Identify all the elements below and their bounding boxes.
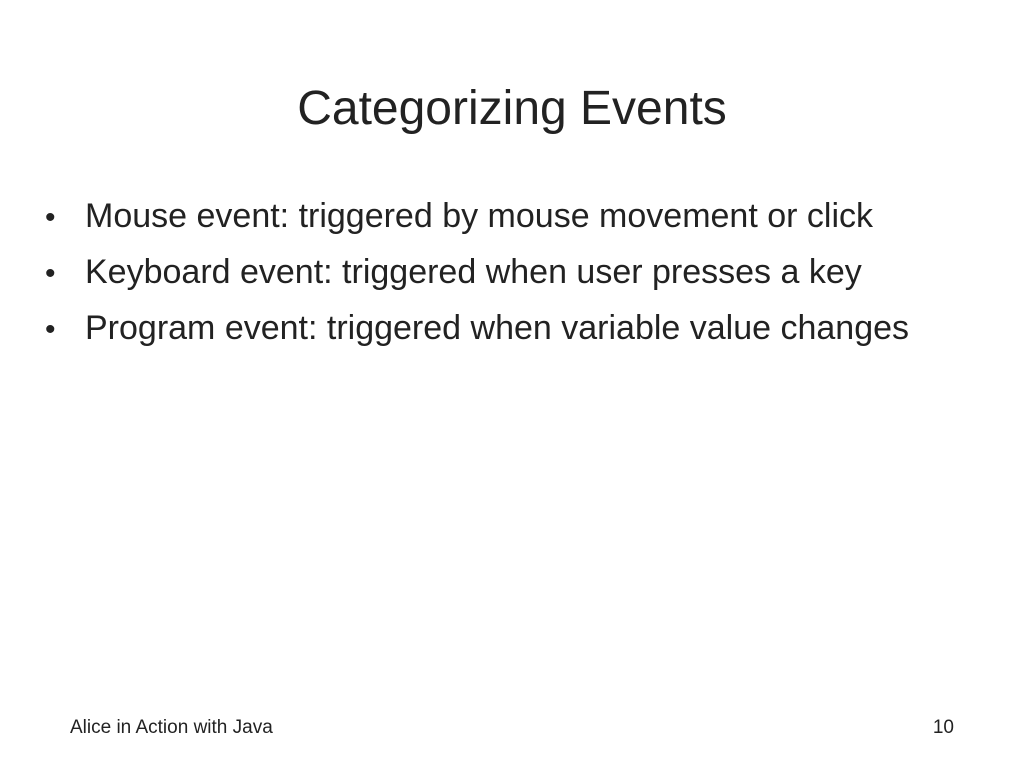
list-item — [44, 248, 1004, 298]
list-item — [44, 192, 1004, 242]
footer-title: Alice in Action with Java — [70, 717, 273, 738]
bullet-text: Program event: triggered when variable value changes — [85, 309, 910, 347]
bullet-icon: • — [45, 257, 56, 290]
page-number: 10 — [932, 717, 954, 738]
bullet-icon: • — [45, 313, 56, 346]
bullet-text: Keyboard event: triggered when user presses a key — [85, 253, 862, 291]
bullet-text: Mouse event: triggered by mouse movement or click — [85, 197, 874, 235]
bullet-icon: • — [45, 201, 56, 234]
slide-title: Categorizing Events — [297, 82, 727, 135]
list-item — [44, 304, 1004, 354]
bullet-list — [44, 192, 1004, 360]
